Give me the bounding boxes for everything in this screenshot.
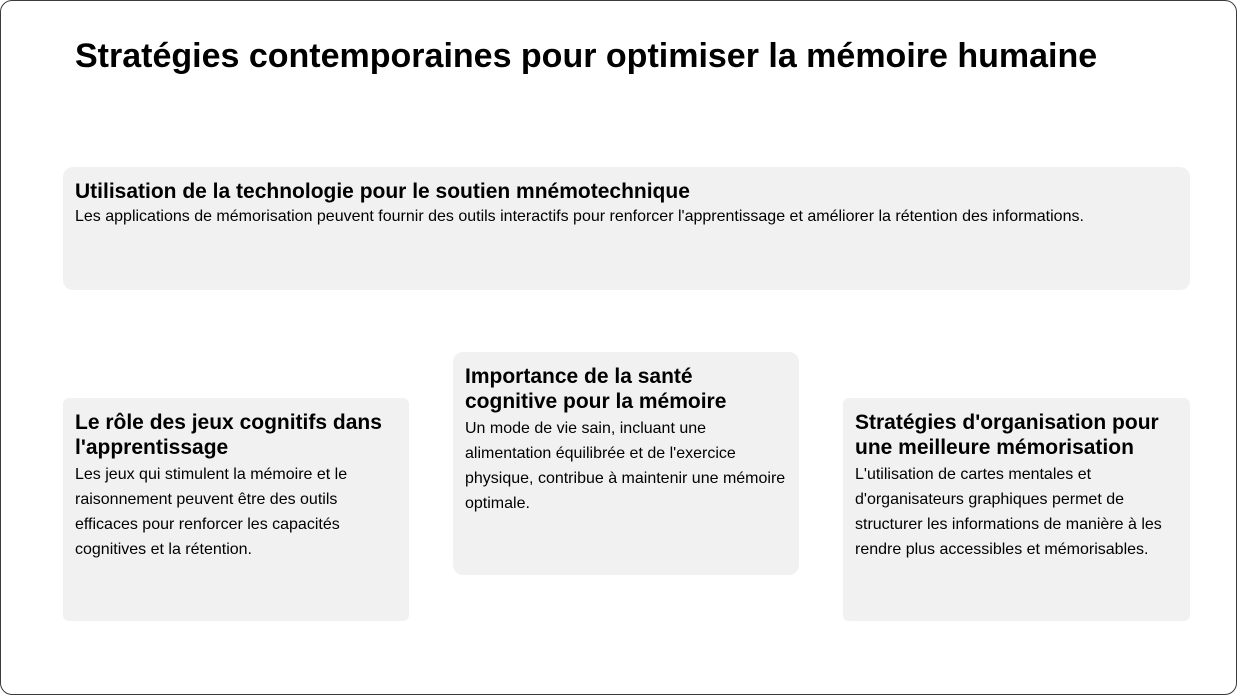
card-organization-strategies <box>843 398 1190 621</box>
card-heading: Le rôle des jeux cognitifs dans l'apprentissage <box>75 411 382 459</box>
card-body: Les applications de mémorisation peuvent fournir des outils interactifs pour renforcer l'apprentissage et améliorer la rétention des informations. <box>75 208 1084 225</box>
card-heading: Importance de la santé cognitive pour la mémoire <box>465 365 727 413</box>
card-heading: Stratégies d'organisation pour une meilleure mémorisation <box>855 411 1159 459</box>
card-heading: Utilisation de la technologie pour le soutien mnémotechnique <box>75 180 690 203</box>
card-body: Les jeux qui stimulent la mémoire et le raisonnement peuvent être des outils efficaces pour renforcer les capacités cognitives et la rétention. <box>75 466 348 558</box>
card-body: L'utilisation de cartes mentales et d'organisateurs graphiques permet de structurer les informations de manière à les rendre plus accessibles et mémorisables. <box>855 466 1162 558</box>
page-title: Stratégies contemporaines pour optimiser la mémoire humaine <box>75 37 1098 75</box>
card-cognitive-games <box>63 398 409 621</box>
card-cognitive-health <box>453 352 799 575</box>
card-body: Un mode de vie sain, incluant une alimentation équilibrée et de l'exercice physique, contribue à maintenir une mémoire optimale. <box>465 420 786 512</box>
card-technology <box>63 167 1190 290</box>
